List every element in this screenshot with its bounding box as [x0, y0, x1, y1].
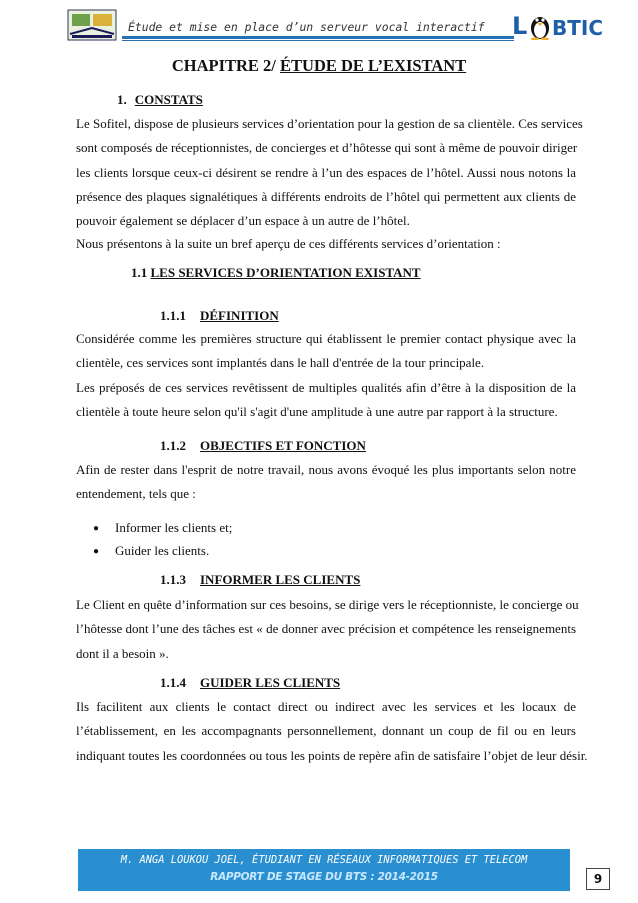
paragraph-preposes: [76, 376, 576, 425]
text-line: présence des plaques signalétiques à différents endroits de l’hôtel qui permettent aux clients de: [76, 188, 576, 204]
text-line: pouvoir également se déplacer d’un espace à un autre de l’hôtel.: [76, 213, 410, 229]
paragraph-constats: [76, 112, 583, 233]
brand-letter-l: L: [512, 12, 528, 40]
report-line: RAPPORT DE STAGE DU BTS : 2014-2015: [210, 871, 438, 883]
section-label: DÉFINITION: [200, 308, 279, 323]
section-label: OBJECTIFS ET FONCTION: [200, 438, 366, 453]
paragraph-guider: [76, 695, 588, 768]
labtic-logo: [512, 10, 604, 42]
document-title: Étude et mise en place d’un serveur vocal interactif: [128, 20, 485, 34]
text-line: Les préposés de ces services revêtissent de multiples qualités afin d’être à la disposition de la: [76, 380, 576, 395]
text-line: Considérée comme les premières structure qui établissent le premier contact physique avec la: [76, 331, 576, 346]
page-footer: [78, 849, 570, 891]
paragraph-informer: [76, 593, 579, 666]
header-rule: [122, 36, 514, 39]
school-logo-icon: [66, 8, 118, 42]
text-line: Le Sofitel, dispose de plusieurs services d’orientation pour la gestion de sa clientèle. Ces services: [76, 116, 583, 131]
section-label: INFORMER LES CLIENTS: [200, 572, 361, 587]
section-number: 1.1.4: [160, 675, 186, 690]
bullet-icon: ●: [93, 523, 100, 534]
text-line: indiquant toutes les coordonnées ou tous les points de repère afin de satisfaire l’objet de leur désir.: [76, 747, 588, 763]
text-line: clientèle à toute heure selon qu'il s'agit d'une amplitude à une autre par rapport à la structure.: [76, 404, 558, 420]
section-label: GUIDER LES CLIENTS: [200, 675, 341, 690]
text-line: l’établissement, en les accompagnants personnellement, donnant un coup de fil ou en leurs: [76, 723, 576, 739]
text-line: entendement, tels que :: [76, 486, 196, 502]
section-number: 1.: [117, 92, 127, 107]
section-heading-services: [131, 265, 421, 281]
author-line: M. ANGA LOUKOU JOEL, ÉTUDIANT EN RÉSEAUX INFORMATIQUES ET TELECOM: [120, 854, 528, 866]
paragraph-definition: [76, 327, 576, 376]
section-number: 1.1: [131, 265, 148, 280]
section-number: 1.1.3: [160, 572, 186, 587]
list-item-text: Informer les clients et;: [115, 520, 233, 535]
section-label: LES SERVICES D’ORIENTATION EXISTANT: [150, 265, 421, 280]
section-number: 1.1.2: [160, 438, 186, 453]
page-header: [66, 6, 604, 44]
penguin-icon: [529, 12, 551, 40]
section-heading-constats: [117, 92, 203, 108]
paragraph-intro: [76, 232, 576, 256]
section-heading-guider: [160, 675, 340, 691]
section-heading-informer: [160, 572, 360, 588]
text-line: les clients lorsque ceux-ci désirent se rendre à l’un des espaces de l’hôtel. Aussi nous notons la: [76, 164, 576, 180]
section-heading-definition: [160, 308, 279, 324]
text-line: Le Client en quête d’information sur ces besoins, se dirige vers le réceptionniste, le concierge ou: [76, 597, 579, 612]
list-item: [93, 520, 232, 536]
text-line: Afin de rester dans l'esprit de notre travail, nous avons évoqué les plus importants selon notre: [76, 462, 576, 477]
brand-text: BTIC: [552, 16, 604, 40]
text-line: sont composés de réceptionnistes, de concierges et d’hôtesse qui sont à même de pouvoir diriger: [76, 140, 578, 156]
chapter-title: [0, 56, 638, 76]
section-number: 1.1.1: [160, 308, 186, 323]
header-rule-thin: [122, 40, 514, 41]
page-number: 9: [586, 868, 610, 890]
chapter-prefix: CHAPITRE 2/: [171, 56, 281, 75]
text-line: dont il a besoin ».: [76, 645, 169, 661]
text-line: Nous présentons à la suite un bref aperçu de ces différents services d’orientation :: [76, 236, 501, 251]
chapter-name: ÉTUDE DE L’EXISTANT: [280, 56, 467, 75]
text-line: l’hôtesse dont l’une des tâches est « de donner avec précision et compétence les renseignements: [76, 621, 576, 637]
list-item-text: Guider les clients.: [115, 543, 210, 558]
list-item: [93, 543, 209, 559]
text-line: clientèle, ces services sont implantés dans le hall d'entrée de la tour principale.: [76, 355, 485, 371]
section-label: CONSTATS: [134, 92, 203, 107]
section-heading-objectifs: [160, 438, 366, 454]
paragraph-objectifs: [76, 458, 576, 507]
bullet-icon: ●: [93, 546, 100, 557]
text-line: Ils facilitent aux clients le contact direct ou indirect avec les services et les locaux de: [76, 699, 576, 714]
